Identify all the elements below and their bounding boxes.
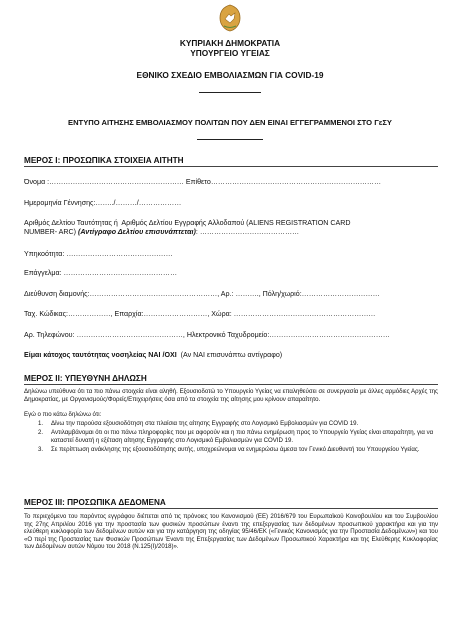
address-line: Διεύθυνση διαμονής:………………………………………………, Αρ.: ………., Πόλη/χωριό:…………………………… [24,290,380,298]
id-line-2 [24,228,438,236]
health-id-note: (Αν ΝΑΙ επισυνάπτω αντίγραφο) [176,351,283,359]
id-line-2-c: : …………………………………… [195,228,300,236]
name-line: Όνομα :………………………………………………… Επίθετο……………………………………………………………… [24,178,382,186]
form-title: ΕΝΤΥΠΟ ΑΙΤΗΣΗΣ ΕΜΒΟΛΙΑΣΜΟΥ ΠΟΛΙΤΩΝ ΠΟΥ ΔΕΝ ΕΙΝΑΙ ΕΓΓΕΓΡΑΜΜΕΝΟΙ ΣΤΟ ΓεΣΥ [68,118,392,127]
header-divider [199,92,261,93]
section1-heading: ΜΕΡΟΣ Ι: ΠΡΟΣΩΠΙΚΑ ΣΤΟΙΧΕΙΑ ΑΙΤΗΤΗ [24,156,438,167]
section2-heading: ΜΕΡΟΣ ΙΙ: ΥΠΕΥΘΥΝΗ ΔΗΛΩΣΗ [24,374,438,385]
postal-line: Ταχ. Κώδικας:………………, Επαρχία:………………………, Χώρα: …………………………………………………… [24,310,376,318]
declaration-item [38,429,438,444]
declaration-item [38,420,438,428]
phone-line: Αρ. Τηλεφώνου: ………………………………………, Ηλεκτρονικό Ταχυδρομείο:…………………………………………… [24,331,390,339]
title-divider [197,139,263,140]
section2-intro: Δηλώνω υπεύθυνα ότι τα πιο πάνω στοιχεία είναι αληθή. Εξουσιοδοτώ το Υπουργείο Υγείας να επαληθεύσει σε συνεργασία με άλλες αρμόδιες Αρχές της Δημοκρατίας, με Οργανισμούς/Φορείς/Επιχειρήσεις όσα από τα στοιχεία της αίτησης μου κρίνουν απαραίτητο. [24,388,438,403]
health-id-question: Είμαι κάτοχος ταυτότητας νοσηλείας ΝΑΙ /ΟΧΙ [24,351,177,359]
citizenship-line: Υπηκοότητα: ……………………………………… [24,250,173,258]
section3-text: Το περιεχόμενο του παρόντος εγγράφου διέπεται από τις πρόνοιες του Κανονισμού (ΕΕ) 2016/679 του Ευρωπαϊκού Κοινοβουλίου και του Συμβουλίου της 27ης Απριλίου 2016 για την προστασία των φυσικών προσώπων έναντι της επεξεργασίας των δεδομένων προσωπικού χαρακτήρα και για την ελεύθερη κυκλοφορία των δεδομένων αυτών και για την κατάργηση της οδηγίας 95/46/ΕΚ («Γενικός Κανονισμός για την Προστασία Δεδομένων») και του «Ο περί της Προστασίας των Φυσικών Προσώπων Έναντι της Επεξεργασίας των Δεδομένων Προσωπικού Χαρακτήρα και της Ελεύθερης Κυκλοφορίας των Δεδομένων αυτών Νόμου του 2018 (Ν.125(Ι)/2018)». [24,513,438,551]
declaration-item-number: 2. [38,429,44,436]
profession-line: Επάγγελμα: ………………………………………… [24,269,178,277]
declaration-item-number: 3. [38,446,44,453]
id-line-1: Αριθμός Δελτίου Ταυτότητας ή Αριθμός Δελτίου Εγγραφής Αλλοδαπού (ALIENS REGISTRATION CARD [24,219,351,227]
declaration-item-text: Δίνω την παρούσα εξουσιοδότηση στα πλαίσια της αίτησης Εγγραφής στο Λογισμικό Εμβολιασμών για COVID 19. [51,420,359,427]
cyprus-coat-of-arms-icon [217,4,243,32]
declaration-item [38,446,438,454]
dob-line: Ημερομηνία Γέννησης:……../………/……………… [24,199,182,207]
id-line-2-copy-note: (Αντίγραφο Δελτίου επισυνάπτεται) [78,228,196,236]
declaration-item-number: 1. [38,420,44,427]
section3-heading: ΜΕΡΟΣ ΙΙΙ: ΠΡΟΣΩΠΙΚΑ ΔΕΔΟΜΕΝΑ [24,498,438,509]
declaration-item-text: Σε περίπτωση ανάκλησης της εξουσιοδότησης αυτής, υποχρεώνομαι να ενημερώσω άμεσα τον Γενικό Διευθυντή του Υπουργείου Υγείας. [51,446,420,453]
id-line-2-a: NUMBER- ARC) [24,228,78,236]
declaration-item-text: Αντιλαμβάνομαι ότι οι πιο πάνω πληροφορίες που με αφορούν και η πιο πάνω ενημέρωση προς το Υπουργείο Υγείας είναι απαραίτητη, για να καταστεί δυνατή η εξέταση αίτησης Εγγραφής στο Λογισμικό Εμβολιασμών για COVID 19. [51,429,434,444]
header-country: ΚΥΠΡΙΑΚΗ ΔΗΜΟΚΡΑΤΙΑ [179,38,281,48]
header-ministry: ΥΠΟΥΡΓΕΙΟ ΥΓΕΙΑΣ [190,48,270,58]
health-id-line [24,351,438,359]
section2-lead: Εγώ ο πιο κάτω δηλώνω ότι: [24,411,102,418]
header-plan: ΕΘΝΙΚΟ ΣΧΕΔΙΟ ΕΜΒΟΛΙΑΣΜΩΝ ΓΙΑ COVID-19 [136,70,324,80]
